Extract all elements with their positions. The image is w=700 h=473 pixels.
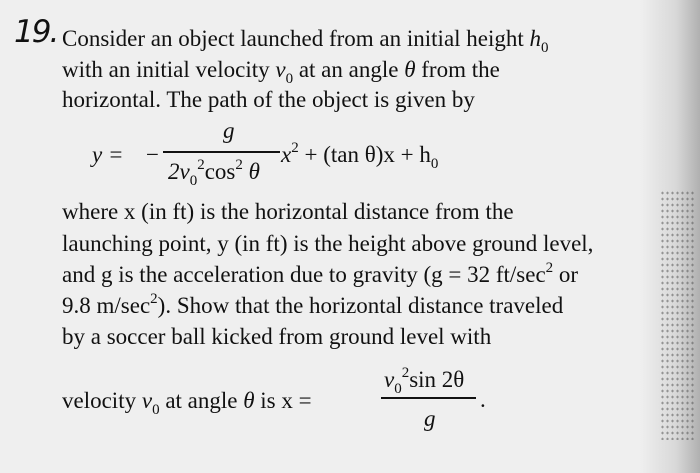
equation-denominator: $2v_0^2\cos^2$ θ — [168, 157, 260, 189]
equation-lhs: y = — [92, 142, 124, 167]
equation-numerator: g — [223, 118, 235, 143]
body-line-5: by a soccer ball kicked from ground level with — [62, 324, 492, 349]
range-fraction-bar — [381, 397, 476, 399]
equation-fraction-bar — [163, 151, 280, 153]
range-numerator: $v_0^2\sin$ 2θ — [384, 365, 465, 397]
equation-rhs: $x^2 + (\tan$ $\theta)x + h_0$ — [281, 140, 439, 172]
intro-line-1: Consider an object launched from an initial height $h_0$ — [62, 26, 549, 56]
intro-line-3: horizontal. The path of the object is given by — [62, 87, 475, 112]
range-denominator: g — [424, 406, 436, 431]
intro-line-2: with an initial velocity $v_0$ at an angle θ from the — [62, 57, 500, 87]
page-edge-texture — [660, 190, 694, 440]
body-line-6: velocity $v_0$ at angle θ is x = — [62, 388, 312, 418]
range-period: . — [480, 387, 486, 412]
body-line-1: where x (in ft) is the horizontal distance from the — [62, 199, 514, 224]
body-line-4: 9.8 $m/\sec^2$). Show that the horizontal distance traveled — [62, 291, 564, 318]
body-line-3: and g is the acceleration due to gravity (g = 32 $ft/\sec^2$ or — [62, 260, 579, 287]
body-line-2: launching point, y (in ft) is the height above ground level, — [62, 231, 594, 256]
equation-minus: − — [146, 142, 159, 167]
problem-number: 19. — [14, 14, 58, 50]
